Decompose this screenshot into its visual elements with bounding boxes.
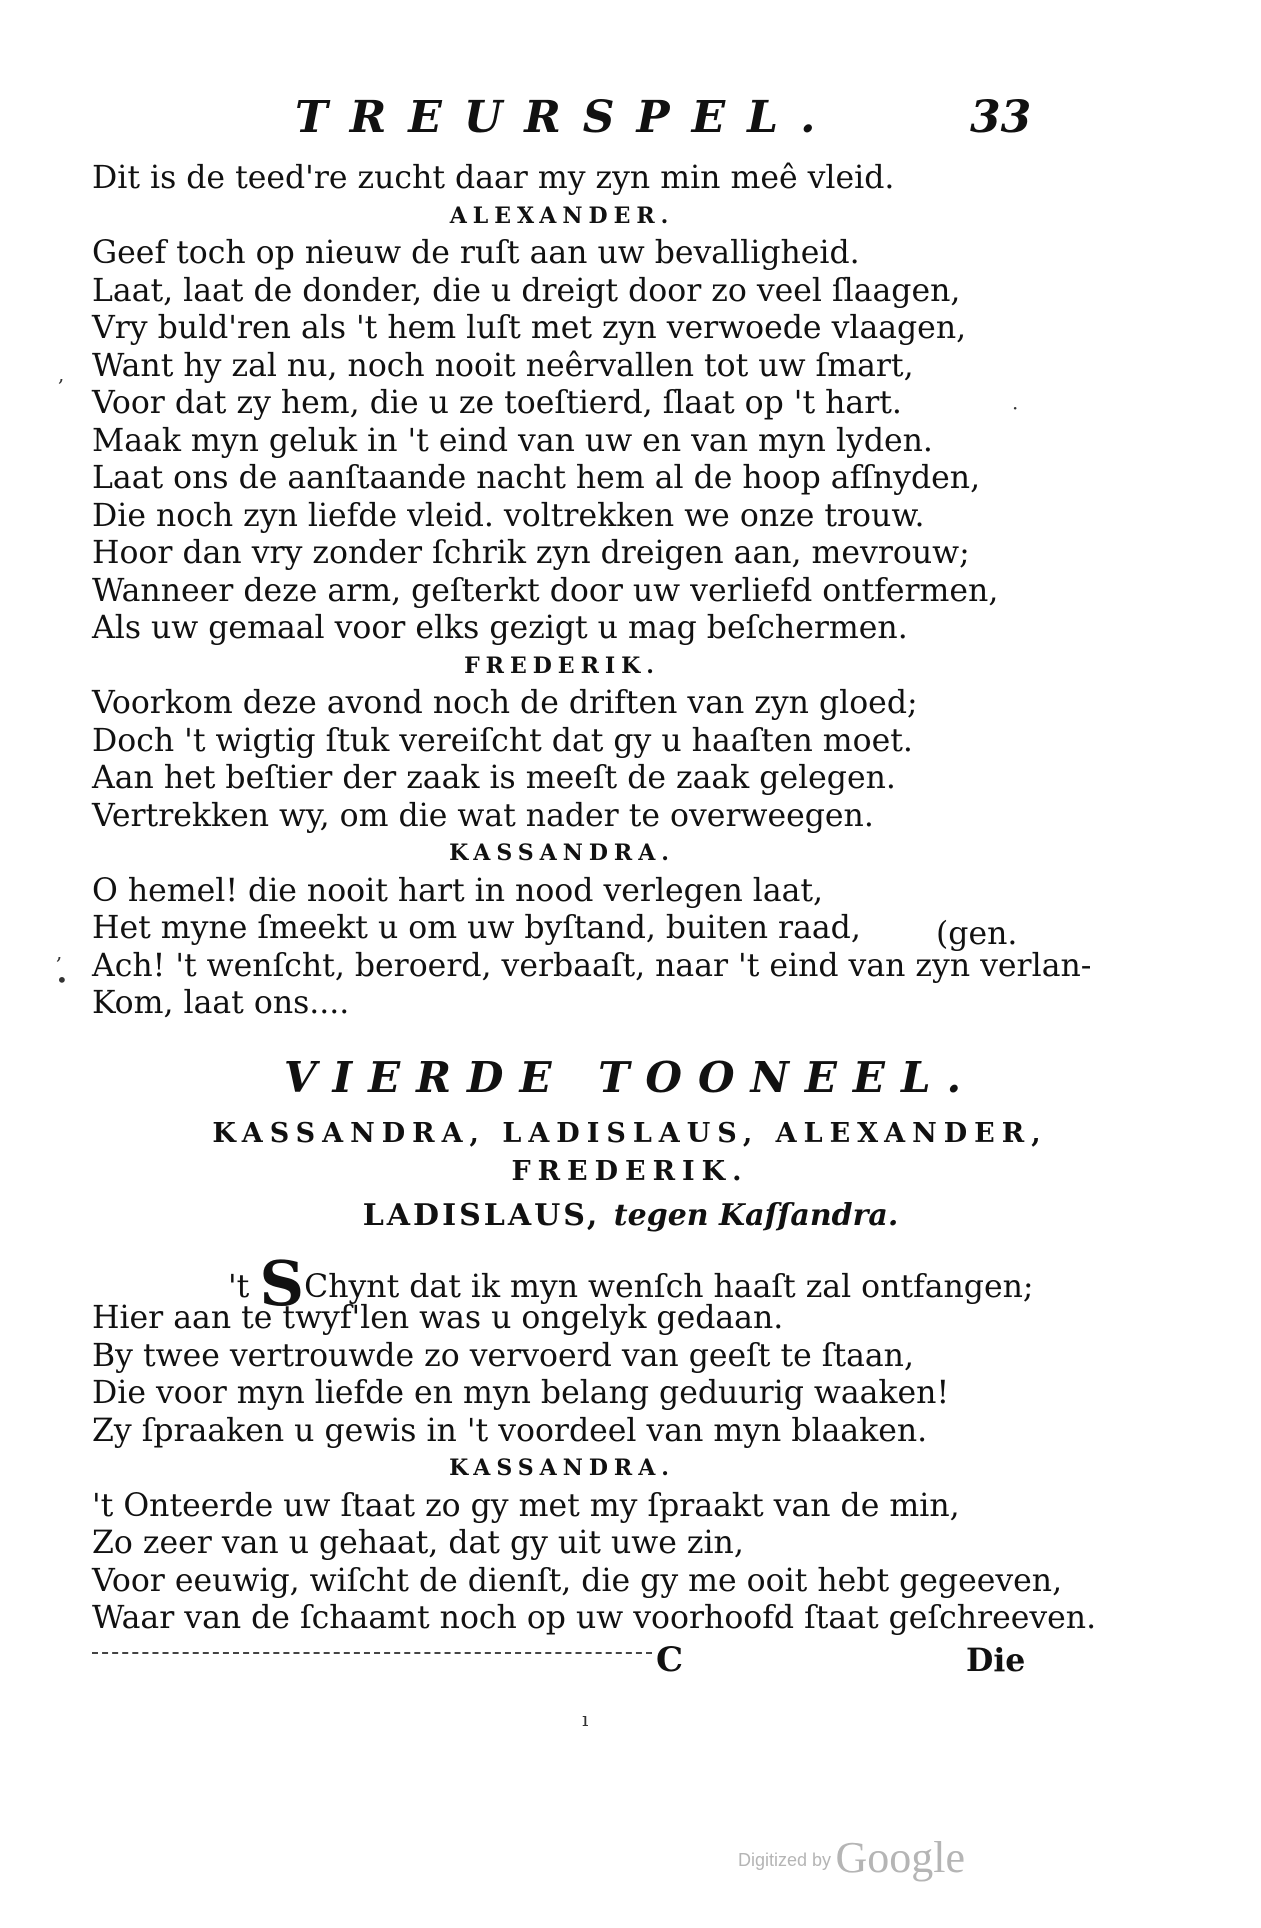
verse-line: Voor dat zy hem, die u ze toeſtierd, ſlaat op 't hart. [92,385,902,421]
dropcap-prefix: 't [228,1269,250,1305]
cast-list-line-1: KASSANDRA, LADISLAUS, ALEXANDER, [212,1118,1048,1149]
verse-line: Want hy zal nu, noch nooit neêrvallen tot uw ſmart, [92,347,914,384]
verse-line: Laat, laat de donder, die u dreigt door zo veel ſlaagen, [92,272,961,309]
speaker-kassandra: KASSANDRA. [449,840,675,866]
verse-block-2 [92,1300,1097,1638]
verse-line: Aan het beſtier der zaak is meeſt de zaak gelegen. [92,760,896,796]
footer-rule [92,1652,652,1654]
verse-line: Voorkom deze avond noch de driften van zyn gloed; [92,685,918,721]
verse-line: Kom, laat ons.... [92,985,350,1021]
google-watermark [738,1832,965,1883]
verse-line: Doch 't wigtig ſtuk vereiſcht dat gy u haaſten moet. [92,722,913,759]
verse-line: Het myne ſmeekt u om uw byſtand, buiten raad, [92,910,861,946]
scene-title: VIERDE TOONEEL. [283,1053,978,1102]
signature-mark: C [656,1640,684,1680]
verse-line: Ach! 't wenſcht, beroerd, verbaaſt, naar 't eind van zyn verlan- [92,947,1092,984]
page-number: 33 [970,92,1032,143]
google-logo: Google [835,1833,966,1882]
verse-line: Vertrekken wy, om die wat nader te overweegen. [92,797,874,834]
catchword: Die [966,1642,1026,1679]
verse-line: O hemel! die nooit hart in nood verlegen laat, [92,872,824,909]
verse-line: Hier aan te twyf'len was u ongelyk gedaan. [92,1300,784,1336]
dropcap-rest: Chynt dat ik myn wenſch haaſt zal ontfangen; [304,1269,1034,1305]
verse-line: Maak myn geluk in 't eind van uw en van myn lyden. [92,422,933,459]
verse-line: Dit is de teed're zucht daar my zyn min meê vleid. [92,160,895,196]
verse-line: Wanneer deze arm, geſterkt door uw verliefd ontfermen, [92,572,999,609]
speaker-kassandra-2: KASSANDRA. [449,1455,675,1481]
verse-line: Geef toch op nieuw de ruſt aan uw bevalligheid. [92,235,860,271]
verse-line: Die voor myn liefde en myn belang geduurig waaken! [92,1375,950,1411]
verse-line: Vry buld'ren als 't hem luſt met zyn verwoede vlaagen, [92,310,967,346]
dropcap-line [228,1247,1034,1320]
speaker-frederik: FREDERIK. [464,652,660,679]
verse-block-1 [92,160,1092,1023]
speaker-alexander: ALEXANDER. [449,202,675,229]
watermark-digitized-label: Digitized by [738,1850,832,1870]
margin-continuation: (gen. [936,916,1018,952]
ink-speck: • [56,968,68,992]
verse-line: Zy ſpraaken u gewis in 't voordeel van myn blaaken. [92,1412,928,1449]
verse-line: Voor eeuwig, wiſcht de dienſt, die gy me ooit hebt gegeeven, [92,1562,1063,1599]
verse-line: Waar van de ſchaamt noch op uw voorhoofd ſtaat geſchreeven. [92,1600,1097,1636]
stage-direction: tegen Kaſſandra. [613,1198,899,1233]
verse-line: Hoor dan vry zonder ſchrik zyn dreigen aan, mevrouw; [92,535,970,571]
ink-speck: ı [582,1707,589,1731]
ink-speck: , [56,940,63,964]
verse-line: By twee vertrouwde zo vervoerd van geeſt te ſtaan, [92,1337,914,1374]
scene-speaker-heading [0,1198,1261,1233]
running-title: TREURSPEL. [295,92,838,143]
verse-line: Die noch zyn liefde vleid. voltrekken we onze trouw. [92,497,925,534]
cast-list-line-2: FREDERIK. [511,1156,749,1187]
speaker-ladislaus: LADISLAUS, [362,1198,601,1233]
ink-speck: , [58,362,65,386]
ink-speck: · [1012,396,1019,420]
verse-line: Laat ons de aanſtaande nacht hem al de hoop afſnyden, [92,460,981,496]
verse-line: Als uw gemaal voor elks gezigt u mag beſchermen. [92,610,908,646]
verse-line: 't Onteerde uw ſtaat zo gy met my ſpraakt van de min, [92,1487,960,1524]
verse-line: Zo zeer van u gehaat, dat gy uit uwe zin, [92,1525,744,1561]
dropcap-letter: S [259,1247,305,1320]
